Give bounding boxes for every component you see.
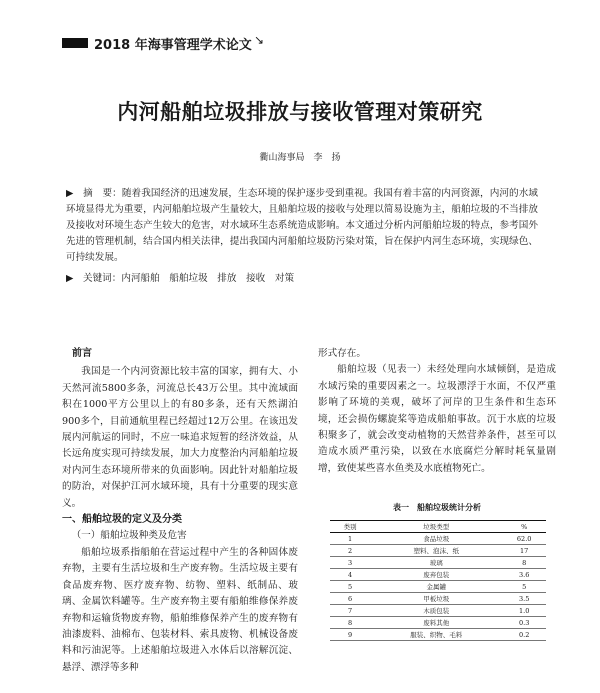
- journal-header: 2018 年海事管理学术论文: [94, 38, 252, 53]
- abstract-label: ▶ 摘 要：: [66, 188, 122, 199]
- table-header-row: [330, 521, 546, 533]
- table-cell: 0.3: [502, 617, 546, 629]
- table-cell: 金属罐: [370, 581, 502, 593]
- authors: 衢山海事局 李 扬: [259, 153, 341, 163]
- keywords-text: 内河船舶 船舶垃圾 排放 接收 对策: [121, 273, 295, 284]
- garbage-table: [330, 520, 546, 641]
- table-row: [330, 617, 546, 629]
- table-cell: 废弃包装: [370, 569, 502, 581]
- arrow-icon: ↘: [254, 33, 265, 47]
- table-cell: 7: [330, 605, 370, 617]
- table-cell: 8: [502, 557, 546, 569]
- table-row: [330, 605, 546, 617]
- table-row: [330, 533, 546, 545]
- table-cell: 废料其他: [370, 617, 502, 629]
- table-cell: 1: [330, 533, 370, 545]
- table-cell: 甲板垃圾: [370, 593, 502, 605]
- table-cell: 3.6: [502, 569, 546, 581]
- table-cell: 3.5: [502, 593, 546, 605]
- table-cell: 1.0: [502, 605, 546, 617]
- table-header-cell: 类别: [330, 521, 370, 533]
- table-cell: 6: [330, 593, 370, 605]
- abstract-text: 随着我国经济的迅速发展，生态环境的保护逐步受到重视。我国有着丰富的内河资源，内河的水域环境显得尤为重要，内河船舶垃圾产生量较大，且船舶垃圾的接收与处理以简易设施为主，船舶垃圾的不当排放及接收对环境生态产生较大的危害，对水域环生态系统造成影响。本文通过分析内河船舶垃圾的特点，参考国外先进的管理机制，结合国内相关法律，提出我国内河船舶垃圾防污染对策，旨在保护内河生态环境，实现绿色、可持续发展。: [66, 188, 539, 263]
- table-row: [330, 557, 546, 569]
- table-cell: 玻璃: [370, 557, 502, 569]
- table-cell: 2: [330, 545, 370, 557]
- table-row: [330, 629, 546, 641]
- table-row: [330, 593, 546, 605]
- table-row: [330, 545, 546, 557]
- table-cell: 食品垃圾: [370, 533, 502, 545]
- table-cell: 8: [330, 617, 370, 629]
- right-column: [318, 346, 556, 477]
- table-cell: 9: [330, 629, 370, 641]
- keywords-label: ▶ 关键词：: [66, 273, 122, 284]
- table-cell: 5: [330, 581, 370, 593]
- table-header-cell: %: [502, 521, 546, 533]
- table-cell: 17: [502, 545, 546, 557]
- subsection-heading: （一）船舶垃圾种类及危害: [71, 530, 187, 542]
- paragraph: 我国是一个内河资源比较丰富的国家，拥有大、小天然河流5800多条，河流总长43万公里。其中流域面积在1000平方公里以上的有80多条，还有天然湖泊900多个，目前通航里程已经超过12万公里。在该迅发展内河航运的同时，不应一味追求短暂的经济效益，从长远角度实现可持续发展，加大力度整治内河船舶垃圾对内河生态环境所带来的负面影响。因此针对船舶垃圾的防治，对保护江河水域环境，具有十分重要的现实意义。: [62, 366, 298, 509]
- table-cell: 3: [330, 557, 370, 569]
- table-cell: 塑料、泡沫、纸: [370, 545, 502, 557]
- paper-title: 内河船舶垃圾排放与接收管理对策研究: [117, 100, 483, 124]
- table-cell: 服装、织物、毛料: [370, 629, 502, 641]
- paragraph: 形式存在。: [318, 348, 366, 359]
- header-bar: [62, 38, 88, 48]
- table-row: [330, 569, 546, 581]
- table-row: [330, 581, 546, 593]
- section-heading: 一、船舶垃圾的定义及分类: [62, 514, 182, 526]
- paragraph: 船舶垃圾（见表一）未经处理向水域倾倒，是造成水域污染的重要因素之一。垃圾漂浮于水面，不仅严重影响了环境的美观，破坏了河岸的卫生条件和生态环境，还会损伤螺旋桨等造成船舶事故。沉于水底的垃圾积聚多了，就会改变动植物的天然营养条件，甚至可以造成水质严重污染，以致在水底腐烂分解时耗氧量剧增，致使某些喜水鱼类及水底植物死亡。: [318, 364, 556, 474]
- table-cell: 5: [502, 581, 546, 593]
- left-column: [62, 346, 298, 676]
- foreword-heading: 前言: [72, 348, 92, 359]
- paragraph: 船舶垃圾系指船舶在营运过程中产生的各种固体废弃物，主要有生活垃圾和生产废弃物。生活垃圾主要有食品废弃物、医疗废弃物、纺物、塑料、纸制品、玻璃、金属饮料罐等。生产废弃物主要有船舶维修保养废弃物和运输货物废弃物，船舶维修保养产生的废弃物有油漆废料、油棉布、包装材料、索具废物、机械设备废料和污油泥等。上述船舶垃圾进入水体后以溶解沉淀、悬浮、漂浮等多种: [62, 546, 298, 673]
- keywords: [66, 271, 538, 287]
- table-cell: 62.0: [502, 533, 546, 545]
- table-cell: 0.2: [502, 629, 546, 641]
- abstract: [66, 186, 538, 266]
- table-header-cell: 垃圾类型: [370, 521, 502, 533]
- table-cell: 木质包装: [370, 605, 502, 617]
- table-caption: 表一 船舶垃圾统计分析: [393, 502, 481, 512]
- table-cell: 4: [330, 569, 370, 581]
